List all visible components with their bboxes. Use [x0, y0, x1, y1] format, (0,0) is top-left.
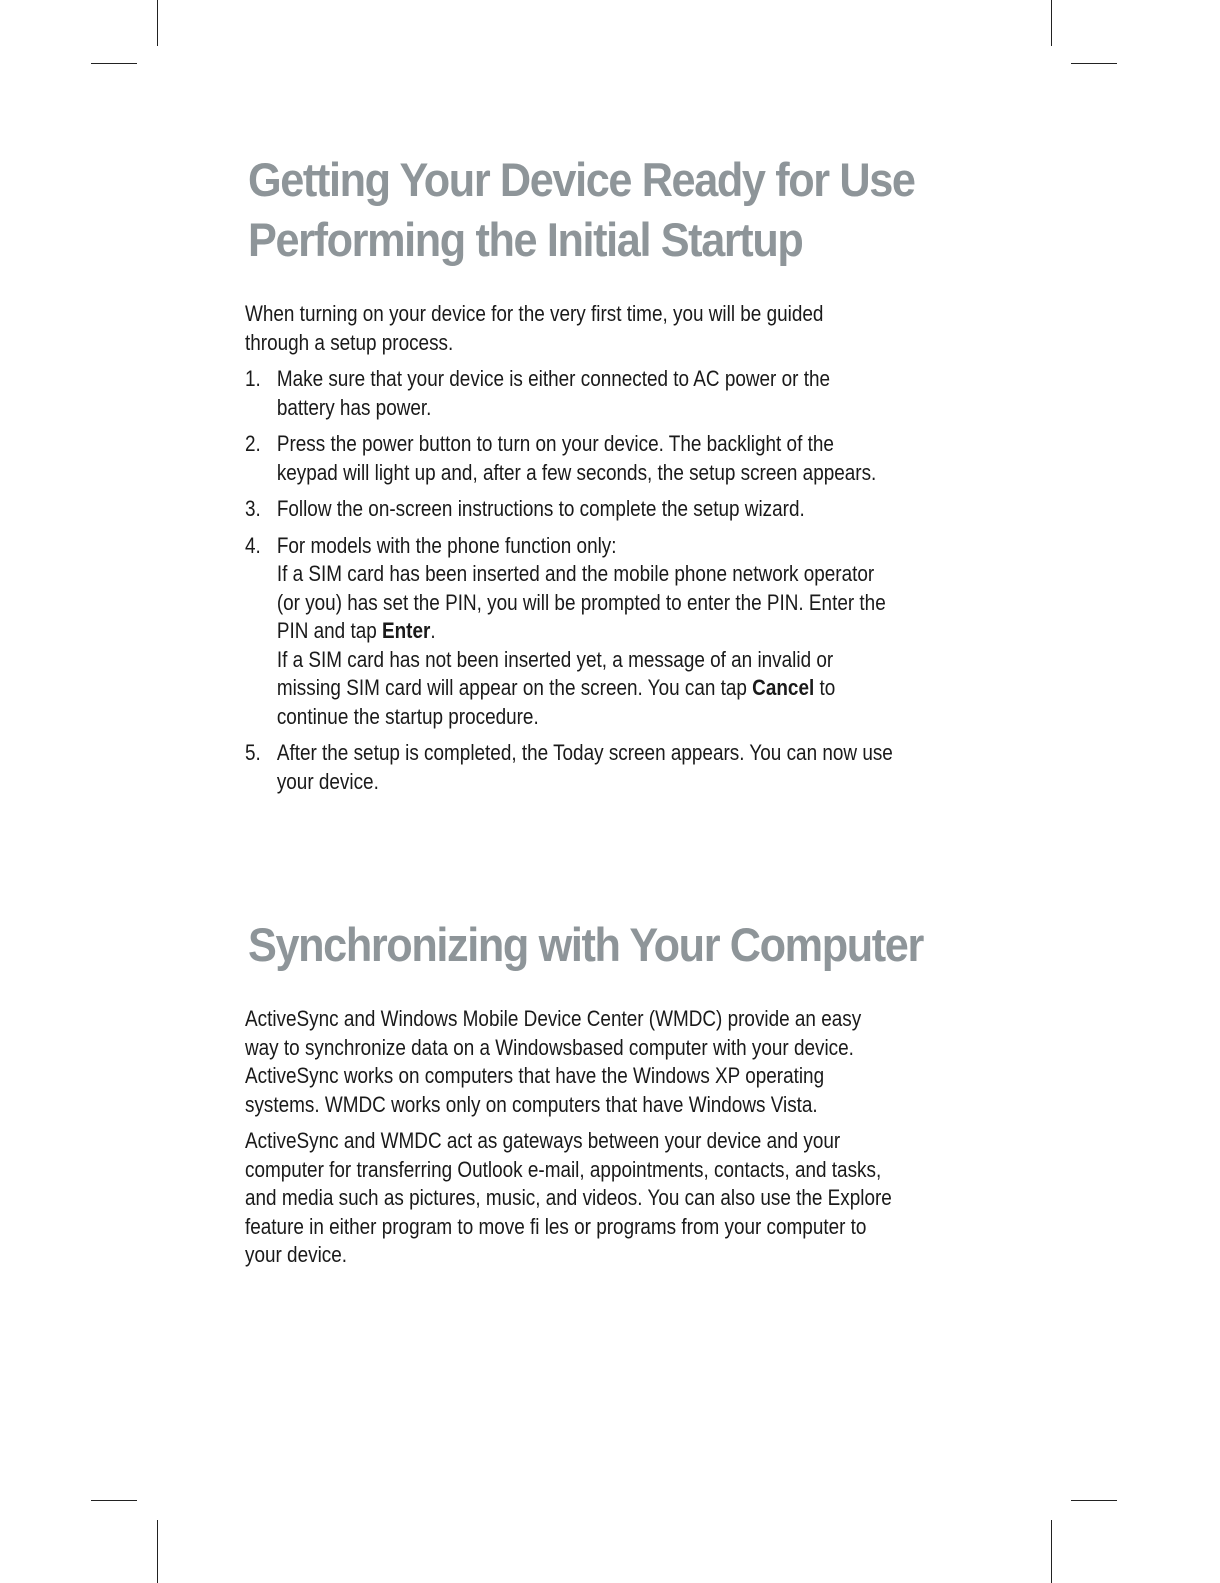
text-fragment: to	[814, 675, 836, 700]
sync-paragraph-1	[245, 1005, 976, 1119]
text-line: your device.	[276, 768, 379, 794]
heading-getting-ready: Getting Your Device Ready for Use	[248, 153, 915, 206]
heading-synchronizing: Synchronizing with Your Computer	[248, 918, 923, 971]
text-line	[277, 674, 976, 703]
crop-mark	[1051, 1520, 1052, 1583]
section-initial-startup	[245, 150, 975, 804]
list-item	[245, 430, 976, 487]
enter-key-label: Enter	[382, 618, 431, 643]
crop-mark	[91, 63, 137, 64]
text-line: ActiveSync and WMDC act as gateways between your device and your	[245, 1128, 841, 1153]
section-heading-block	[245, 150, 975, 270]
text-fragment: PIN and tap	[276, 618, 383, 643]
cancel-key-label: Cancel	[752, 675, 815, 700]
text-line: feature in either program to move fi les or programs from your computer to	[245, 1213, 867, 1239]
text-line: Follow the on-screen instructions to complete the setup wizard.	[276, 496, 805, 521]
text-line: systems. WMDC works only on computers that have Windows Vista.	[245, 1091, 818, 1117]
text-line: If a SIM card has not been inserted yet, a message of an invalid or	[276, 646, 834, 672]
text-line: through a setup process.	[245, 329, 454, 355]
crop-mark	[157, 1520, 158, 1583]
text-line: Make sure that your device is either connected to AC power or the	[276, 366, 831, 391]
section-synchronizing	[245, 915, 975, 1278]
list-item	[245, 532, 976, 732]
step-text	[277, 430, 976, 487]
intro-paragraph	[245, 300, 976, 357]
text-fragment: missing SIM card will appear on the screen. You can tap	[276, 675, 753, 700]
text-line: Press the power button to turn on your device. The backlight of the	[276, 431, 834, 456]
text-line: and media such as pictures, music, and videos. You can also use the Explore	[245, 1185, 892, 1210]
text-line	[277, 617, 976, 646]
section-heading-block	[245, 915, 975, 975]
step-number: 1.	[245, 366, 261, 391]
crop-mark	[1071, 1500, 1117, 1501]
step-number: 3.	[245, 496, 261, 521]
step-number: 4.	[245, 532, 261, 558]
heading-initial-startup: Performing the Initial Startup	[248, 213, 803, 266]
text-line: battery has power.	[276, 394, 432, 420]
setup-steps-list	[245, 365, 975, 796]
step-text	[277, 739, 976, 796]
text-line: ActiveSync and Windows Mobile Device Center (WMDC) provide an easy	[245, 1006, 862, 1031]
text-line: way to synchronize data on a Windowsbased computer with your device.	[245, 1034, 854, 1060]
text-line: computer for transferring Outlook e-mail, appointments, contacts, and tasks,	[245, 1156, 882, 1182]
list-item	[245, 495, 976, 524]
text-fragment: .	[430, 618, 436, 643]
step-text	[277, 532, 976, 732]
crop-mark	[1051, 0, 1052, 46]
text-line: For models with the phone function only:	[276, 532, 617, 558]
step-number: 2.	[245, 431, 261, 456]
sync-paragraph-2	[245, 1127, 976, 1270]
crop-mark	[91, 1500, 137, 1501]
list-item	[245, 365, 976, 422]
text-line: When turning on your device for the very first time, you will be guided	[245, 301, 824, 326]
text-line: (or you) has set the PIN, you will be prompted to enter the PIN. Enter the	[276, 589, 886, 615]
crop-mark	[1071, 63, 1117, 64]
text-line: continue the startup procedure.	[276, 703, 539, 729]
step-text	[277, 495, 976, 524]
step-number: 5.	[245, 740, 261, 765]
text-line: your device.	[245, 1242, 348, 1267]
text-line: After the setup is completed, the Today screen appears. You can now use	[276, 740, 893, 765]
crop-mark	[157, 0, 158, 46]
step-text	[277, 365, 976, 422]
text-line: keypad will light up and, after a few seconds, the setup screen appears.	[276, 459, 877, 485]
text-line: If a SIM card has been inserted and the mobile phone network operator	[276, 561, 875, 586]
text-line: ActiveSync works on computers that have the Windows XP operating	[245, 1063, 825, 1088]
list-item	[245, 739, 976, 796]
